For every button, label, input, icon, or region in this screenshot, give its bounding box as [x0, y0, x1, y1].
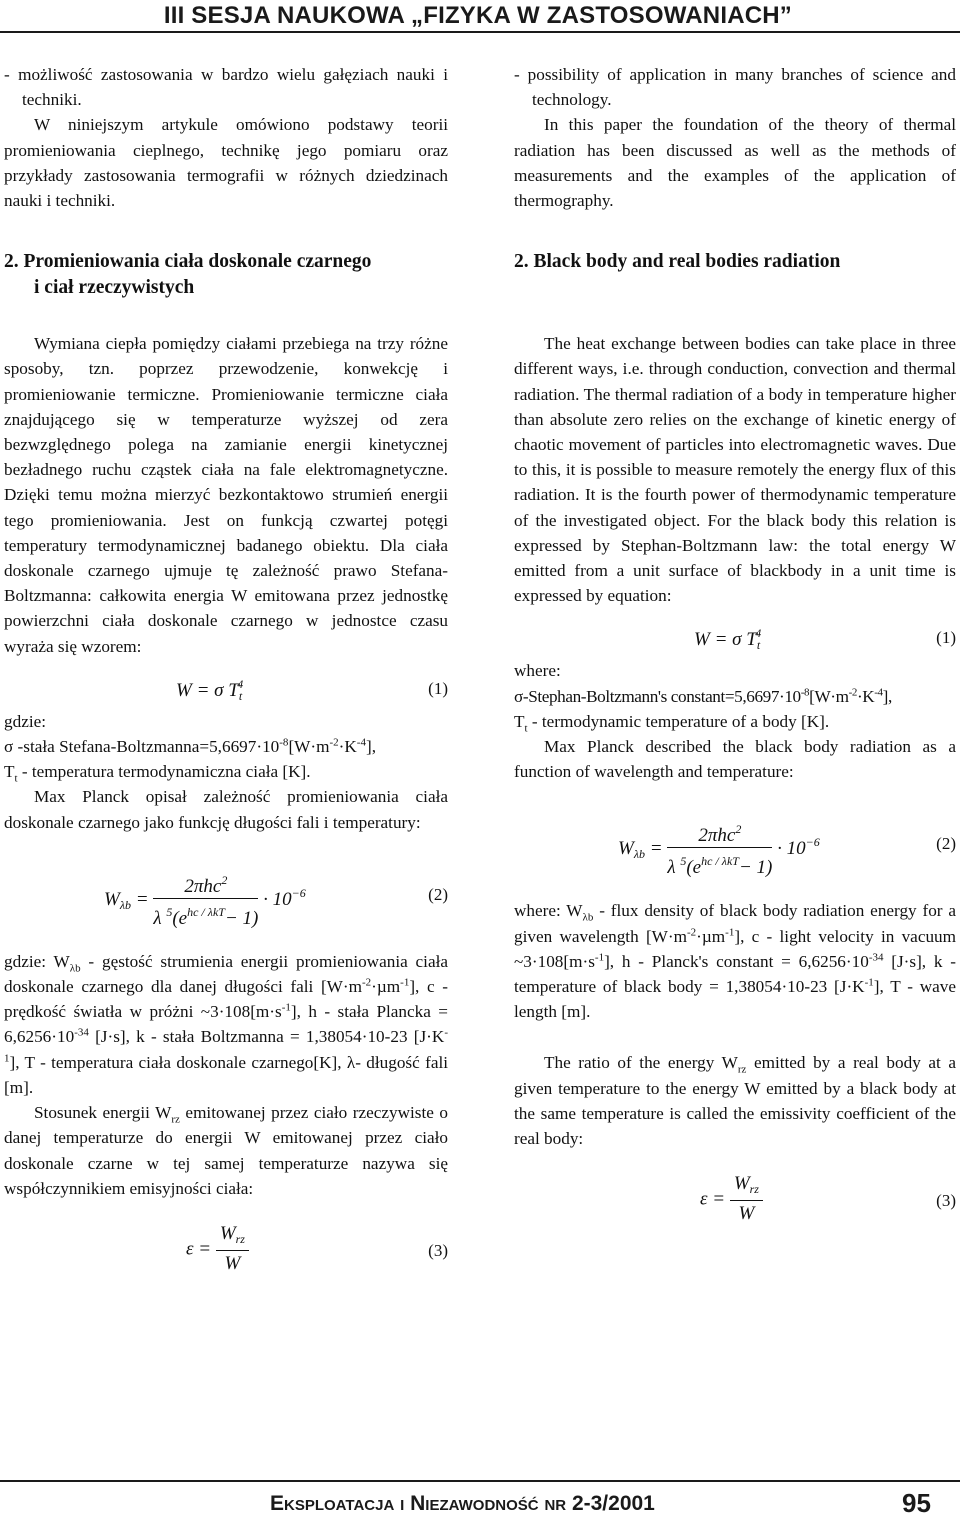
equation-3-formula: ε = $\frac{W_{rz}}{W}$ [700, 1173, 763, 1227]
equation-1-number: (1) [428, 678, 448, 698]
section-heading [4, 249, 448, 301]
intro-paragraph: W niniejszym artykule omówiono podstawy teorii promieniowania cieplnego, technikę jego pomiaru oraz przykłady zastosowania termografii w różnych dziedzinach nauki i techniki. [4, 115, 448, 211]
section-heading-line2: i ciał rzeczywistych [34, 277, 195, 299]
equation-1-formula: W = σ $T_t^4$ [694, 626, 762, 653]
page-header [0, 0, 960, 40]
intro-paragraph: In this paper the foundation of the theory of thermal radiation has been discussed as well as the methods of measurements and the examples of the application of thermography. [514, 115, 956, 211]
equation-1-formula: W = σ $T_t^4$ [176, 676, 244, 703]
page-footer [0, 1472, 960, 1533]
equation-2 [514, 814, 956, 880]
equation-1-number: (1) [936, 628, 956, 648]
equation-2 [4, 865, 448, 931]
header-rule [0, 31, 960, 33]
equation-3-number: (3) [428, 1240, 448, 1260]
where-label: where: [514, 661, 561, 681]
ratio-paragraph: The ratio of the energy $W_{rz}$ emitted by a real body at a given temperature to the energy W emitted by a black body at the same temperature is called the emissivity coefficient of the real body: [514, 1053, 956, 1149]
equation-2-formula: $W_{\lambda b}$ = $\frac{2\pi hc^2}{\lambda ^5(e^{hc / \lambda kT}- 1)}$ · $10^{-6}$ [104, 869, 306, 932]
ratio-paragraph: Stosunek energii $W_{rz}$ emitowanej przez ciało rzeczywiste o danej temperaturze do energii W emitowanej przez ciało doskonale czarne w tej samej temperaturze nazywa się współczynnikiem emisyjności ciała: [4, 1103, 448, 1198]
equation-2-formula: $W_{\lambda b}$ = $\frac{2\pi hc^2}{\lambda ^5(e^{hc / \lambda kT}- 1)}$ · $10^{-6}$ [618, 818, 820, 881]
right-column [514, 62, 956, 1243]
planck-paragraph: Max Planck described the black body radiation as a function of wavelength and temperature: [514, 737, 956, 782]
equation-2-number: (2) [936, 834, 956, 854]
sigma-definition: σ -stała Stefana-$Boltzmanna=5,6697\cdot 10^{-8}[W\cdot m^{-2}\cdot K^{-4}]$, [4, 736, 376, 757]
left-column [4, 62, 448, 1293]
wlb-definition: where: $W_{\lambda b}$ - flux density of black body radiation energy for a given wavelength $[W\cdot m^{-2}\cdot\mu m^{-1}]$, c - light velocity in vacuum $\sim 3\cdot 108[m\cdot s^{-1}]$, h - Planck's constant = $6,6256\cdot 10^{-34}$ [J·s], k -temperature of black body = 1,38054·10-23 $[J\cdot K^{-1}]$, T - wave length [m]. [514, 901, 956, 1022]
footer-rule [0, 1480, 960, 1482]
equation-1 [4, 673, 448, 709]
intro-dash-item: - możliwość zastosowania w bardzo wielu gałęziach nauki i techniki. [4, 65, 448, 110]
planck-paragraph: Max Planck opisał zależność promieniowania ciała doskonale czarnego jako funkcję długości fali i temperatury: [4, 787, 448, 832]
section-heading: 2. Black body and real bodies radiation [514, 251, 841, 273]
journal-name: Eksploatacja i Niezawodność nr 2-3/2001 [270, 1492, 655, 1515]
equation-2-number: (2) [428, 884, 448, 904]
body-paragraph: The heat exchange between bodies can take place in three different ways, i.e. through conduction, convection and thermal radiation. The thermal radiation of a body in temperature higher than absolute zero relies on the exchange of kinetic energy of chaotic movement of particles into electromagnetic waves. Due to this, it is possible to measure remotely the energy flux of this radiation. It is the fourth power of thermodynamic temperature of the investigated object. For the black body this relation is expressed by Stephan-Boltzmann law: the total energy W emitted from a unit surface of blackbody in a unit time is expressed by equation: [514, 334, 956, 606]
where-label: gdzie: [4, 711, 46, 731]
header-title: III SESJA NAUKOWA „FIZYKA W ZASTOSOWANIACH” [163, 2, 792, 29]
section-heading-line1: 2. Promieniowania ciała doskonale czarnego [4, 251, 372, 273]
wlb-definition: gdzie: $W_{\lambda b}$ - gęstość strumienia energii promieniowania ciała doskonale czarnego dla danej długości fali $[W\cdot m^{-2}\cdot\mu m^{-1}]$, c - prędkość światła w próżni $\sim 3\cdot 108[m\cdot s^{-1}]$, h - stała Plancka = $6,6256\cdot 10^{-34}$ [J·s], k - stała Boltzmanna = 1,38054·10-23 $[J\cdot K^{-1}]$, T - temperatura ciała doskonale czarnego[K], λ- długość fali [m]. [4, 951, 448, 1097]
intro-dash-item: - possibility of application in many branches of science and technology. [514, 65, 956, 110]
equation-3-formula: ε = $\frac{W_{rz}}{W}$ [186, 1223, 249, 1277]
equation-3 [4, 1223, 448, 1293]
t-definition: $T_t$ - termodynamic temperature of a body [K]. [514, 711, 830, 735]
equation-3-number: (3) [936, 1191, 956, 1211]
t-definition: $T_t$ - temperatura termodynamiczna ciała [K]. [4, 762, 311, 785]
body-paragraph: Wymiana ciepła pomiędzy ciałami przebiega na trzy różne sposoby, tzn. poprzez przewodzenie, konwekcję i promieniowanie termiczne. Promieniowanie termiczne ciała znajdującego się w temperaturze wyższej od zera bezwzględnego polega na zamianie energii kinetycznej bezładnego ruchu cząstek ciała na fale elektromagnetyczne. Dzięki temu można mierzyć bezkontaktowo strumień energii tego promieniowania. Jest on funkcją czwartej potęgi temperatury termodynamicznej badanego obiektu. Dla ciała doskonale czarnego ujmuje tę zależność prawo Stefana-Boltzmanna: całkowita energia W emitowana przez jednostkę powierzchni ciała doskonale czarnego w jednostce czasu wyraża się wzorem: [4, 334, 448, 656]
equation-3 [514, 1173, 956, 1243]
equation-1 [514, 622, 956, 658]
page-number: 95 [902, 1488, 931, 1518]
sigma-definition: σ-Stephan-Boltzmann's $constant=5,6697\cdot 10^{-8}[W\cdot m^{-2}\cdot K^{-4}]$, [514, 685, 892, 706]
